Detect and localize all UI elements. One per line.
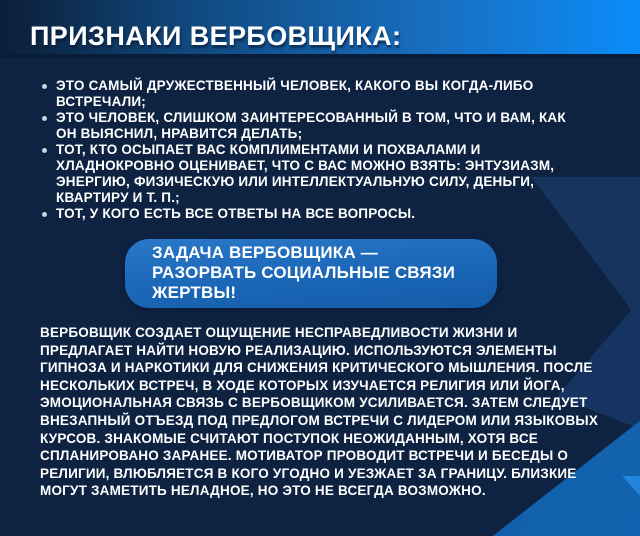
- bullet-icon: [42, 148, 47, 153]
- sign-item: [40, 142, 584, 206]
- sign-item: [40, 206, 584, 222]
- bullet-icon: [42, 84, 47, 89]
- bullet-icon: [42, 212, 47, 217]
- page-title: ПРИЗНАКИ ВЕРБОВЩИКА:: [30, 21, 402, 51]
- sign-item: [40, 110, 584, 142]
- sign-item-text: ТОТ, У КОГО ЕСТЬ ВСЕ ОТВЕТЫ НА ВСЕ ВОПРОСЫ.: [56, 206, 416, 221]
- content: [0, 62, 640, 536]
- sign-item-text: ЭТО ЧЕЛОВЕК, СЛИШКОМ ЗАИНТЕРЕСОВАННЫЙ В ТОМ, ЧТО И ВАМ, КАК ОН ВЫЯСНИЛ, НРАВИТСЯ ДЕЛАТЬ;: [56, 110, 566, 141]
- callout-text: ЗАДАЧА ВЕРБОВЩИКА — РАЗОРВАТЬ СОЦИАЛЬНЫЕ СВЯЗИ ЖЕРТВЫ!: [152, 243, 456, 302]
- sign-item: [40, 78, 584, 110]
- header-band: [0, 0, 640, 58]
- signs-list: [40, 78, 584, 222]
- bullet-icon: [42, 116, 47, 121]
- sign-item-text: ТОТ, КТО ОСЫПАЕТ ВАС КОМПЛИМЕНТАМИ И ПОХВАЛАМИ И ХЛАДНОКРОВНО ОЦЕНИВАЕТ, ЧТО С ВАС МОЖНО ВЗЯТЬ: ЭНТУЗИАЗМ, ЭНЕРГИЮ, ФИЗИЧЕСКУЮ ИЛИ ИНТЕЛЛЕКТУАЛЬНУЮ СИЛУ, ДЕНЬГИ, КВАРТИРУ И Т. П.;: [56, 142, 555, 205]
- description-paragraph: ВЕРБОВЩИК СОЗДАЕТ ОЩУЩЕНИЕ НЕСПРАВЕДЛИВОСТИ ЖИЗНИ И ПРЕДЛАГАЕТ НАЙТИ НОВУЮ РЕАЛИЗАЦИЮ. ИСПОЛЬЗУЮТСЯ ЭЛЕМЕНТЫ ГИПНОЗА И НАРКОТИКИ ДЛЯ СНИЖЕНИЯ КРИТИЧЕСКОГО МЫШЛЕНИЯ. ПОСЛЕ НЕСКОЛЬКИХ ВСТРЕЧ, В ХОДЕ КОТОРЫХ ИЗУЧАЕТСЯ РЕЛИГИЯ ИЛИ ЙОГА, ЭМОЦИОНАЛЬНАЯ СВЯЗЬ С ВЕРБОВЩИКОМ УСИЛИВАЕТСЯ. ЗАТЕМ СЛЕДУЕТ ВНЕЗАПНЫЙ ОТЪЕЗД ПОД ПРЕДЛОГОМ ВСТРЕЧИ С ЛИДЕРОМ ИЛИ ЯЗЫКОВЫХ КУРСОВ. ЗНАКОМЫЕ СЧИТАЮТ ПОСТУПОК НЕОЖИДАННЫМ, ХОТЯ ВСЕ СПЛАНИРОВАНО ЗАРАНЕЕ. МОТИВАТОР ПРОВОДИТ ВСТРЕЧИ И БЕСЕДЫ О РЕЛИГИИ, ВЛЮБЛЯЕТСЯ В КОГО УГОДНО И УЕЗЖАЕТ ЗА ГРАНИЦУ. БЛИЗКИЕ МОГУТ ЗАМЕТИТЬ НЕЛАДНОЕ, НО ЭТО НЕ ВСЕГДА ВОЗМОЖНО.: [40, 325, 599, 499]
- sign-item-text: ЭТО САМЫЙ ДРУЖЕСТВЕННЫЙ ЧЕЛОВЕК, КАКОГО ВЫ КОГДА-ЛИБО ВСТРЕЧАЛИ;: [56, 78, 534, 109]
- callout-badge: [125, 239, 497, 308]
